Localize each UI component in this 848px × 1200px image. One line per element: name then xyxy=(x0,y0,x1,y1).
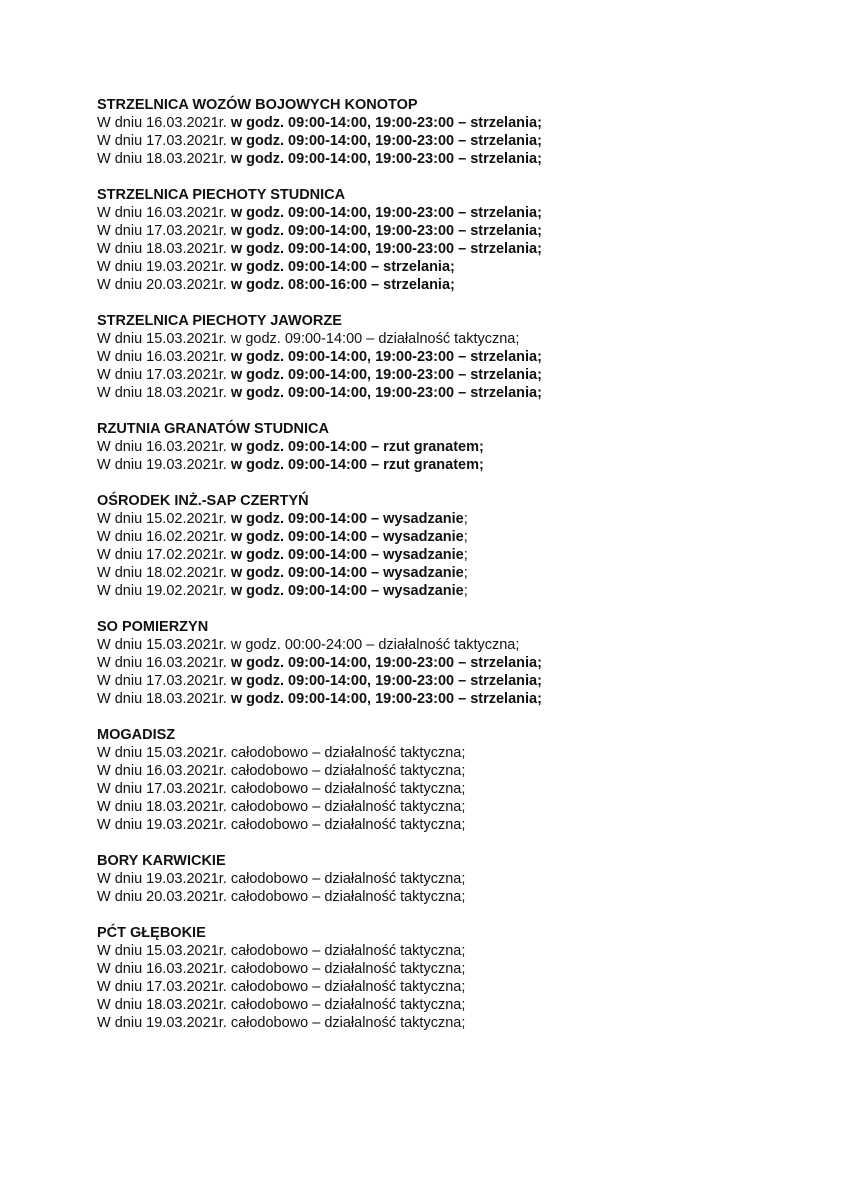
section-title: SO POMIERZYN xyxy=(97,619,209,635)
section-title: OŚRODEK INŻ.-SAP CZERTYŃ xyxy=(97,493,309,509)
schedule-line xyxy=(97,690,817,708)
document-page xyxy=(97,96,817,1050)
line-details: w godz. 09:00-14:00, 19:00-23:00 – strzelania; xyxy=(230,655,542,671)
schedule-line xyxy=(97,132,817,150)
line-date: W dniu 18.03.2021r. xyxy=(97,241,231,257)
line-date: W dniu 15.03.2021r. w godz. 00:00-24:00 – działalność taktyczna; xyxy=(97,637,520,653)
schedule-line xyxy=(97,1014,817,1032)
schedule-line xyxy=(97,348,817,366)
line-details: w godz. 09:00-14:00, 19:00-23:00 – strzelania; xyxy=(230,115,542,131)
line-details: w godz. 09:00-14:00, 19:00-23:00 – strzelania; xyxy=(230,205,542,221)
schedule-line xyxy=(97,870,817,888)
schedule-line xyxy=(97,276,817,294)
section-strzelnica-piechoty-studnica xyxy=(97,186,817,294)
section-title: STRZELNICA PIECHOTY JAWORZE xyxy=(97,313,342,329)
schedule-line xyxy=(97,528,817,546)
section-so-pomierzyn xyxy=(97,618,817,708)
line-date: W dniu 19.03.2021r. całodobowo – działalność taktyczna; xyxy=(97,871,466,887)
section-osrodek-inz-sap-czertyn xyxy=(97,492,817,600)
section-title: STRZELNICA WOZÓW BOJOWYCH KONOTOP xyxy=(97,97,418,113)
line-date: W dniu 20.03.2021r. xyxy=(97,277,231,293)
line-date: W dniu 17.02.2021r. xyxy=(97,547,231,563)
line-details: w godz. 09:00-14:00, 19:00-23:00 – strzelania; xyxy=(230,691,542,707)
line-date: W dniu 16.03.2021r. xyxy=(97,115,231,131)
schedule-line xyxy=(97,654,817,672)
line-date: W dniu 18.03.2021r. xyxy=(97,151,231,167)
line-details: w godz. 09:00-14:00, 19:00-23:00 – strzelania; xyxy=(230,223,542,239)
schedule-line xyxy=(97,564,817,582)
section-strzelnica-wozow-bojowych-konotop xyxy=(97,96,817,168)
line-date: W dniu 16.03.2021r. xyxy=(97,439,231,455)
section-rzutnia-granatow-studnica xyxy=(97,420,817,474)
line-date: W dniu 19.03.2021r. całodobowo – działalność taktyczna; xyxy=(97,817,466,833)
schedule-line xyxy=(97,240,817,258)
line-date: W dniu 16.03.2021r. całodobowo – działalność taktyczna; xyxy=(97,763,466,779)
section-title: MOGADISZ xyxy=(97,727,176,743)
schedule-line xyxy=(97,636,817,654)
line-details: w godz. 08:00-16:00 – strzelania; xyxy=(230,277,455,293)
line-details: w godz. 09:00-14:00 – rzut granatem; xyxy=(230,457,484,473)
schedule-line xyxy=(97,762,817,780)
schedule-line xyxy=(97,978,817,996)
schedule-line xyxy=(97,366,817,384)
schedule-line xyxy=(97,114,817,132)
schedule-line xyxy=(97,510,817,528)
schedule-line xyxy=(97,960,817,978)
line-date: W dniu 20.03.2021r. całodobowo – działalność taktyczna; xyxy=(97,889,466,905)
line-details: w godz. 09:00-14:00, 19:00-23:00 – strzelania; xyxy=(230,349,542,365)
line-tail: ; xyxy=(463,529,468,545)
line-date: W dniu 17.03.2021r. całodobowo – działalność taktyczna; xyxy=(97,781,466,797)
line-details: w godz. 09:00-14:00 – strzelania; xyxy=(230,259,455,275)
line-details: w godz. 09:00-14:00, 19:00-23:00 – strzelania; xyxy=(230,367,542,383)
section-title: PĆT GŁĘBOKIE xyxy=(97,925,206,941)
line-date: W dniu 19.03.2021r. xyxy=(97,457,231,473)
line-details: w godz. 09:00-14:00 – wysadzanie xyxy=(230,565,464,581)
section-strzelnica-piechoty-jaworze xyxy=(97,312,817,402)
schedule-line xyxy=(97,582,817,600)
line-details: w godz. 09:00-14:00, 19:00-23:00 – strzelania; xyxy=(230,133,542,149)
line-details: w godz. 09:00-14:00 – rzut granatem; xyxy=(230,439,484,455)
line-date: W dniu 17.03.2021r. xyxy=(97,367,231,383)
line-date: W dniu 18.03.2021r. xyxy=(97,691,231,707)
line-date: W dniu 15.03.2021r. całodobowo – działalność taktyczna; xyxy=(97,943,466,959)
line-date: W dniu 16.03.2021r. całodobowo – działalność taktyczna; xyxy=(97,961,466,977)
section-title: RZUTNIA GRANATÓW STUDNICA xyxy=(97,421,329,437)
line-date: W dniu 16.03.2021r. xyxy=(97,349,231,365)
section-title: BORY KARWICKIE xyxy=(97,853,226,869)
line-details: w godz. 09:00-14:00 – wysadzanie xyxy=(230,547,464,563)
line-details: w godz. 09:00-14:00 – wysadzanie xyxy=(230,511,464,527)
line-details: w godz. 09:00-14:00, 19:00-23:00 – strzelania; xyxy=(230,673,542,689)
schedule-line xyxy=(97,996,817,1014)
schedule-line xyxy=(97,438,817,456)
line-date: W dniu 17.03.2021r. xyxy=(97,133,231,149)
schedule-line xyxy=(97,888,817,906)
line-date: W dniu 17.03.2021r. xyxy=(97,673,231,689)
line-date: W dniu 16.02.2021r. xyxy=(97,529,231,545)
schedule-line xyxy=(97,780,817,798)
line-date: W dniu 19.03.2021r. całodobowo – działalność taktyczna; xyxy=(97,1015,466,1031)
schedule-line xyxy=(97,546,817,564)
line-tail: ; xyxy=(463,511,468,527)
section-pct-glebokie xyxy=(97,924,817,1032)
line-date: W dniu 17.03.2021r. całodobowo – działalność taktyczna; xyxy=(97,979,466,995)
schedule-line xyxy=(97,456,817,474)
line-date: W dniu 17.03.2021r. xyxy=(97,223,231,239)
line-date: W dniu 18.02.2021r. xyxy=(97,565,231,581)
schedule-line xyxy=(97,150,817,168)
line-date: W dniu 15.03.2021r. całodobowo – działalność taktyczna; xyxy=(97,745,466,761)
schedule-line xyxy=(97,744,817,762)
schedule-line xyxy=(97,798,817,816)
line-tail: ; xyxy=(463,583,468,599)
schedule-line xyxy=(97,816,817,834)
line-tail: ; xyxy=(463,565,468,581)
schedule-line xyxy=(97,204,817,222)
line-date: W dniu 15.02.2021r. xyxy=(97,511,231,527)
section-mogadisz xyxy=(97,726,817,834)
line-date: W dniu 19.02.2021r. xyxy=(97,583,231,599)
schedule-line xyxy=(97,672,817,690)
line-date: W dniu 18.03.2021r. xyxy=(97,385,231,401)
line-date: W dniu 18.03.2021r. całodobowo – działalność taktyczna; xyxy=(97,799,466,815)
line-details: w godz. 09:00-14:00, 19:00-23:00 – strzelania; xyxy=(230,385,542,401)
line-details: w godz. 09:00-14:00, 19:00-23:00 – strzelania; xyxy=(230,151,542,167)
line-date: W dniu 19.03.2021r. xyxy=(97,259,231,275)
schedule-line xyxy=(97,258,817,276)
section-title: STRZELNICA PIECHOTY STUDNICA xyxy=(97,187,346,203)
line-details: w godz. 09:00-14:00 – wysadzanie xyxy=(230,583,464,599)
section-bory-karwickie xyxy=(97,852,817,906)
line-tail: ; xyxy=(463,547,468,563)
line-details: w godz. 09:00-14:00 – wysadzanie xyxy=(230,529,464,545)
line-date: W dniu 16.03.2021r. xyxy=(97,205,231,221)
line-details: w godz. 09:00-14:00, 19:00-23:00 – strzelania; xyxy=(230,241,542,257)
schedule-line xyxy=(97,222,817,240)
line-date: W dniu 15.03.2021r. w godz. 09:00-14:00 – działalność taktyczna; xyxy=(97,331,520,347)
line-date: W dniu 18.03.2021r. całodobowo – działalność taktyczna; xyxy=(97,997,466,1013)
line-date: W dniu 16.03.2021r. xyxy=(97,655,231,671)
schedule-line xyxy=(97,384,817,402)
schedule-line xyxy=(97,330,817,348)
schedule-line xyxy=(97,942,817,960)
